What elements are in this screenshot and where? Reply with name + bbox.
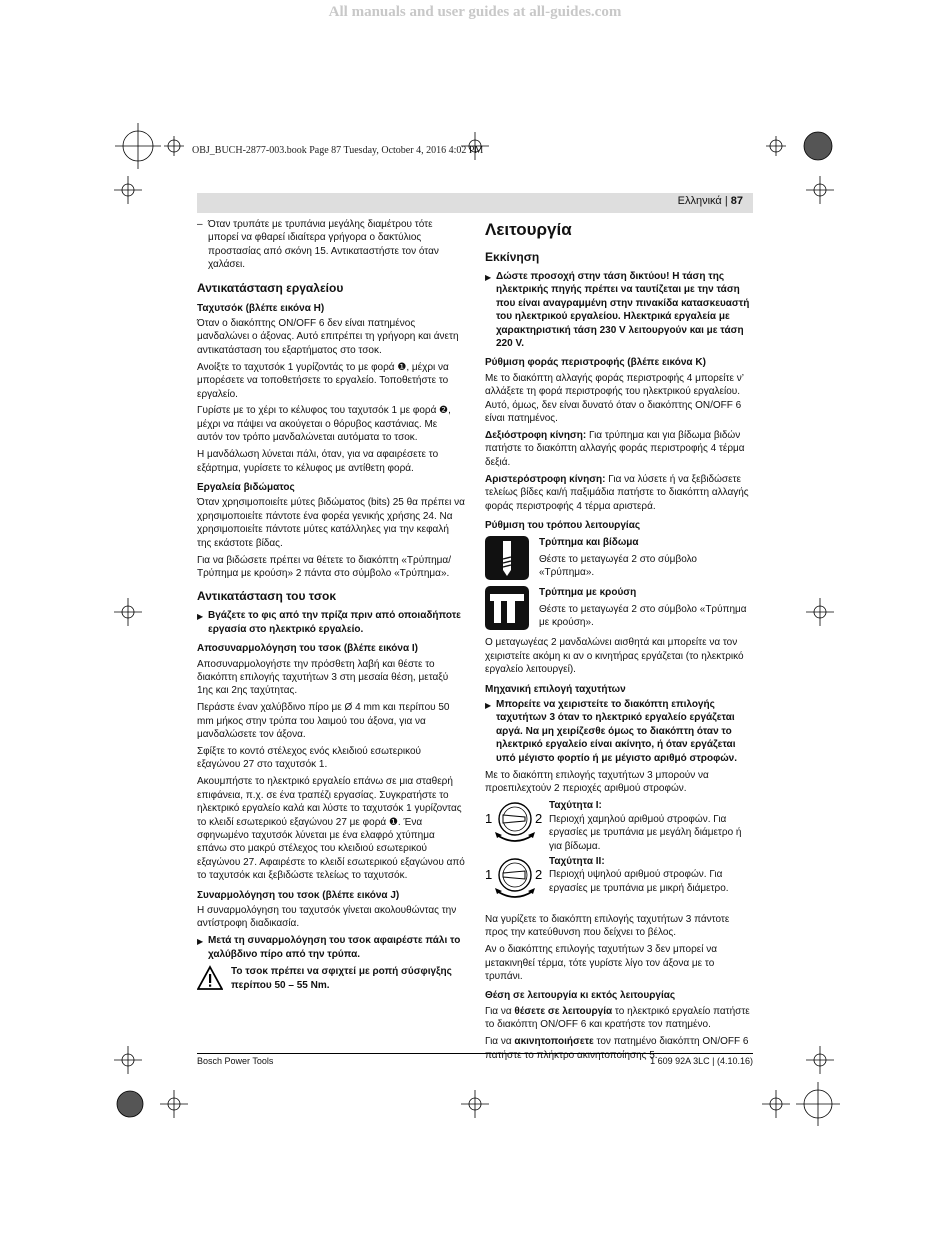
hammer-drill-icon bbox=[485, 586, 529, 630]
heading-assembly: Συναρμολόγηση του τσοκ (βλέπε εικόνα J) bbox=[197, 889, 400, 901]
heading-tool-replace: Αντικατάσταση εργαλείου bbox=[197, 280, 344, 295]
paragraph: Με το διακόπτη αλλαγής φοράς περιστροφής 4 μπορείτε ν’ αλλάξετε τη φορά περιστροφής του ηλεκτρικού εργαλείου. Αυτό, όμως, δεν είναι δυνατό όταν ο διακόπτης ON/OFF 6 είναι πατημένος. bbox=[485, 372, 744, 425]
watermark: All manuals and user guides at all-guides.com bbox=[328, 4, 622, 20]
footer-right: 1 609 92A 3LC | (4.10.16) bbox=[650, 1056, 753, 1066]
heading-mode: Ρύθμιση του τρόπου λειτουργίας bbox=[485, 519, 641, 531]
book-line: OBJ_BUCH-2877-003.book Page 87 Tuesday, October 4, 2016 4:02 PM bbox=[192, 145, 484, 156]
heading-speed: Μηχανική επιλογή ταχυτήτων bbox=[485, 683, 626, 695]
paragraph: Σφίξτε το κοντό στέλεχος ενός κλειδιού εσωτερικού εξαγώνου 27 στο ταχυτσόκ 1. bbox=[197, 746, 422, 771]
paragraph: Ο μεταγωγέας 2 μανδαλώνει αισθητά και μπορείτε να τον χειριστείτε ακόμη κι αν ο κινητήρας εργάζεται (το ηλεκτρικό εργαλείο λειτουργεί). bbox=[485, 637, 744, 676]
paragraph: Αποσυναρμολογήστε την πρόσθετη λαβή και θέστε το διακόπτη επιλογής ταχυτήτων 3 στη μεσαία θέση, μεταξύ 1ης και 2ης ταχύτητας. bbox=[197, 658, 449, 697]
dial-label: 1 bbox=[485, 811, 493, 827]
paragraph: Να γυρίζετε το διακόπτη επιλογής ταχυτήτων 3 πάντοτε προς την κατεύθυνση που δείχνει το βέλος. bbox=[485, 913, 730, 939]
paragraph: Όταν ο διακόπτης ON/OFF 6 δεν είναι πατημένος μανδαλώνει ο άξονας. Αυτό επιτρέπει τη γρήγορη και άνετη αντικατάσταση του εξαρτήματος στο τσοκ. bbox=[197, 318, 459, 356]
heading-operation: Λειτουργία bbox=[485, 220, 572, 239]
paragraph: Αν ο διακόπτης επιλογής ταχυτήτων 3 δεν μπορεί να μετακινηθεί τέρμα, τότε γυρίστε λίγο τον άξονα με το τρυπάνι. bbox=[485, 944, 717, 983]
heading-start: Εκκίνηση bbox=[485, 250, 540, 264]
page-footer bbox=[197, 1053, 753, 1066]
dial-label: 1 bbox=[485, 866, 493, 882]
paragraph: Περάστε έναν χαλύβδινο πίρο με Ø 4 mm και περίπου 50 mm μήκος στην τρύπα του λαιμού του άξονα, για να μανδαλώσετε τον άξονα. bbox=[197, 702, 450, 741]
paragraph: Η συναρμολόγηση του ταχυτσόκ γίνεται ακολουθώντας την αντίστροφη διαδικασία. bbox=[197, 904, 457, 930]
mode-drilling bbox=[485, 536, 753, 580]
right-column bbox=[485, 218, 753, 1065]
left-column bbox=[197, 218, 465, 992]
bullet-item: ▶ Μπορείτε να χειριστείτε το διακόπτη επιλογής ταχυτήτων 3 όταν το ηλεκτρικό εργαλείο εργάζεται αργά. Να μη χειρίζεσθε όμως το διακόπτη όταν το ηλεκτρικό εργαλείο είναι ακίνητο, ή όταν εργάζεται υπό μέγιστο φορτίο ή με μέγιστο αριθμό στροφών. bbox=[485, 698, 738, 764]
heading-disassembly: Αποσυναρμολόγηση του τσοκ (βλέπε εικόνα I) bbox=[197, 643, 418, 655]
paragraph: Για να ακινητοποιήσετε τον πατημένο διακόπτη ON/OFF 6 πατήστε το πλήκτρο ακινητοποίησης 5. bbox=[485, 1036, 749, 1061]
paragraph: Για να θέσετε σε λειτουργία το ηλεκτρικό εργαλείο πατήστε το διακόπτη ON/OFF 6 και κρατήστε τον πατημένο. bbox=[485, 1005, 750, 1031]
paragraph: Με το διακόπτη επιλογής ταχυτήτων 3 μπορούν να προεπιλεχτούν 2 περιοχές αριθμού στροφών. bbox=[485, 769, 709, 795]
paragraph: Όταν χρησιμοποιείτε μύτες βιδώματος (bits) 25 θα πρέπει να χρησιμοποιείτε πάντοτε ένα φορέα γενικής χρήσης 24. Να χρησιμοποιείτε πάντοτε μύτες κατάλληλες για την κεφαλή της εκάστοτε βίδας. bbox=[197, 497, 465, 549]
bullet-item: ▶ Βγάζετε το φις από την πρίζα πριν από οποιαδήποτε εργασία στο ηλεκτρικό εργαλείο. bbox=[197, 610, 461, 635]
mode-title: Τρύπημα με κρούση bbox=[539, 587, 637, 599]
bullet-item: ▶ Μετά τη συναρμολόγηση του τσοκ αφαιρέστε πάλι το χαλύβδινο πίρο από την τρύπα. bbox=[197, 935, 461, 960]
warning-triangle-icon bbox=[197, 965, 223, 991]
speed-2 bbox=[485, 855, 753, 905]
paragraph: Δεξιόστροφη κίνηση: Για τρύπημα και για βίδωμα βιδών πατήστε το διακόπτη αλλαγής φοράς περιστροφής 4 τέρμα δεξιά. bbox=[485, 429, 745, 468]
paragraph: Ανοίξτε το ταχυτσόκ 1 γυρίζοντάς το με φορά ❶, μέχρι να μπορέσετε να τοποθετήσετε το εργαλείο. Τοποθετήστε το εργαλείο. bbox=[197, 361, 449, 400]
paragraph: Ακουμπήστε το ηλεκτρικό εργαλείο επάνω σε μια σταθερή επιφάνεια, π.χ. σε ένα τραπέζι εργασίας. Συγκρατήστε το ηλεκτρικό εργαλείο καλά και λύστε το ταχυτσόκ 1 γυρίζοντας το κλειδί εσωτερικού εξαγώνου 27 με φορά ❶. Ένα σφηνωμένο ταχυτσόκ λύνεται με ένα ελαφρό χτύπημα επάνω στο μακρύ στέλεχος του κλειδιού εσωτερικού εξαγώνου 27. Αφαιρέστε το κλειδί εσωτερικού εξαγώνου από το ταχυτσόκ και ξεβιδώστε τελείως το ταχυτσόκ. bbox=[197, 776, 465, 882]
mode-text: Θέστε το μεταγωγέα 2 στο σύμβολο «Τρύπημα με κρούση». bbox=[539, 603, 747, 629]
mode-title: Τρύπημα και βίδωμα bbox=[539, 537, 639, 549]
mode-text: Θέστε το μεταγωγέα 2 στο σύμβολο «Τρύπημα». bbox=[539, 553, 697, 579]
heading-chuck-replace: Αντικατάσταση του τσοκ bbox=[197, 589, 337, 604]
speed-1 bbox=[485, 799, 753, 853]
heading-screw-tools: Εργαλεία βιδώματος bbox=[197, 482, 295, 493]
paragraph: Για να βιδώσετε πρέπει να θέτετε το διακόπτη «Τρύπημα/Τρύπημα με κρούση» 2 πάντα στο σύμβολο «Τρύπημα». bbox=[197, 554, 451, 579]
speed-text: Περιοχή χαμηλού αριθμού στροφών. Για εργασίες με τρυπάνια με μεγάλη διάμετρο ή για βίδωμα. bbox=[549, 813, 742, 852]
speed-title: Ταχύτητα I: bbox=[549, 800, 602, 812]
speed-dial-2-icon bbox=[485, 855, 547, 905]
paragraph: Η μανδάλωση λύνεται πάλι, όταν, για να αφαιρέσετε το εξάρτημα, γυρίσετε το κέλυφος με αντίθετη φορά. bbox=[197, 449, 439, 474]
paragraph: Αριστερόστροφη κίνηση: Για να λύσετε ή να ξεβιδώσετε τελείως βίδες και/ή παξιμάδια πατήστε το διακόπτη αλλαγής φοράς περιστροφής 4 τέρμα αριστερά. bbox=[485, 473, 749, 512]
speed-title: Ταχύτητα II: bbox=[549, 855, 605, 867]
heading-direction: Ρύθμιση φοράς περιστροφής (βλέπε εικόνα K) bbox=[485, 357, 706, 369]
dial-label: 2 bbox=[535, 811, 543, 827]
drill-bit-icon bbox=[485, 536, 529, 580]
speed-text: Περιοχή υψηλού αριθμού στροφών. Για εργασίες με τρυπάνια με μικρή διάμετρο. bbox=[549, 869, 729, 894]
speed-dial-1-icon bbox=[485, 799, 547, 849]
warning-note: Το τσοκ πρέπει να σφιχτεί με ροπή σύσφιγξης περίπου 50 – 55 Nm. bbox=[197, 965, 465, 992]
footer-left: Bosch Power Tools bbox=[197, 1056, 274, 1066]
bullet-item: ▶ Δώστε προσοχή στην τάση δικτύου! Η τάση της ηλεκτρικής πηγής πρέπει να ταυτίζεται με την τάση που είναι αναγραμμένη στην πινακίδα κατασκευαστή του ηλεκτρικού εργαλείου. Ηλεκτρικά εργαλεία με χαρακτηριστική τάση 230 V λειτουργούν και με τάση 220 V. bbox=[485, 271, 750, 350]
paragraph: Γυρίστε με το χέρι το κέλυφος του ταχυτσόκ 1 με φορά ❷, μέχρι να πάψει να ακούγεται ο θόρυβος καστάνιας. Με αυτόν τον τρόπο μανδαλώνεται αυτόματα το τσοκ. bbox=[197, 405, 451, 444]
dial-label: 2 bbox=[535, 866, 543, 882]
heading-onoff: Θέση σε λειτουργία κι εκτός λειτουργίας bbox=[485, 990, 676, 1002]
heading-chuck-h: Ταχυτσόκ (βλέπε εικόνα H) bbox=[197, 302, 325, 314]
page-number: Ελληνικά | 87 bbox=[677, 195, 743, 207]
page-header-bar bbox=[197, 193, 753, 213]
dash-item: – Όταν τρυπάτε με τρυπάνια μεγάλης διαμέτρου τότε μπορεί να φθαρεί ιδιαίτερα γρήγορα ο δακτύλιος προστασίας από σκόνη 15. Αντικαταστήστε τον όταν χαλάσει. bbox=[197, 219, 439, 271]
mode-impact bbox=[485, 586, 753, 630]
